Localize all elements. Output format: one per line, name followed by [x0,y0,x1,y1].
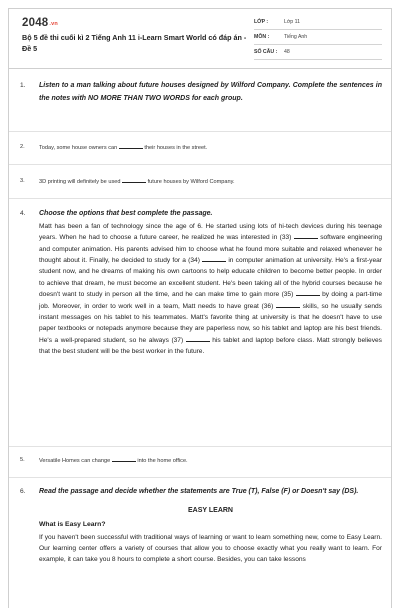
meta-row-count [254,45,382,60]
question-text-before: Versatile Homes can change [39,458,111,464]
question-divider [9,198,391,199]
question-text [39,142,382,154]
question-instruction: Read the passage and decide whether the statements are True (T), False (F) or Doesn't say (DS). [39,488,359,495]
meta-row-class [254,15,382,30]
passage-subtitle: What is Easy Learn? [39,521,106,529]
question-divider [9,164,391,165]
meta-key: SỐ CÂU : [254,49,278,55]
question-6 [20,486,382,566]
question-text-after: future houses by Wilford Company. [147,179,235,185]
question-1 [20,80,382,106]
question-3 [20,176,382,188]
question-text [39,176,382,188]
question-4 [20,208,382,358]
header-divider [9,68,391,69]
question-divider [9,446,391,447]
meta-value: Tiếng Anh [284,34,308,40]
question-text-after: their houses in the street. [144,145,208,151]
question-number: 1. [20,82,26,89]
answer-blank-37[interactable] [186,335,210,342]
question-body [39,208,382,358]
passage-text: If you haven't been successful with traditional ways of learning or want to learn something new, come to Easy Learn. Our learning center offers a variety of courses that allow you to choose exactly what you really want to learn. For example, it can take you 8 hours to complete a short course. Besides, you can take lessons [39,533,382,564]
question-text-before: 3D printing will definitely be used [39,179,121,185]
question-divider [9,477,391,478]
document-meta [254,15,382,60]
answer-blank[interactable] [119,142,143,149]
answer-blank[interactable] [122,176,146,183]
question-2 [20,142,382,154]
question-text [39,455,382,467]
passage-text: Matt has been a fan of technology since the age of 6. He started using lots of hi-tech devices during his teenage years. When he had to choose a future career, he realized he was interested in (33) software engineering and computer animation. His parents advised him to choose what he found more suitable and relaxed whenever he thought about it. Finally, he decided to study for a (34) in computer animation at university. He's a first-year student now, and he dreams of making his own cartoons to help educate children to become better people. In order to achieve that dream, he must become an excellent student. He's been taking all of the hybrid courses because he doesn't want to study in person all the time, and he can make time to gain more (35) by doing a part-time job. Moreover, in order to work well in a team, Matt needs to have great (36) skills, so he usually sends instant messages on his tablet to his teammates. Matt's favorite thing at university is that he doesn't have to use paper textbooks or notepads anymore because they are paperless now, so his tablet and laptop are his best friends. He's a well-prepared student, so he always (37) his tablet and laptop before class. Matt strongly believes that the best student will be the best worker in the future. [39,222,383,356]
answer-blank-35[interactable] [296,289,320,296]
meta-value: 48 [284,49,290,55]
question-text-after: into the home office. [137,458,188,464]
passage-title: EASY LEARN [188,506,233,514]
meta-key: MÔN : [254,34,270,40]
site-logo[interactable]: 2048.vn [22,17,58,29]
document-title: Bộ 5 đề thi cuối kì 2 Tiếng Anh 11 i-Learn Smart World có đáp án - Đề 5 [22,33,247,53]
question-number: 4. [20,210,26,217]
meta-key: LỚP : [254,19,269,25]
answer-blank-36[interactable] [276,301,300,308]
question-number: 2. [20,144,25,150]
question-number: 6. [20,488,26,495]
answer-blank-33[interactable] [294,232,318,239]
question-5 [20,455,382,467]
question-number: 5. [20,457,25,463]
question-instruction: Listen to a man talking about future houses designed by Wilford Company. Complete the sentences in the notes with NO MORE THAN TWO WORDS for each group. [39,82,382,102]
question-body [39,486,382,566]
meta-row-subject [254,30,382,45]
question-divider [9,131,391,132]
question-number: 3. [20,178,25,184]
answer-blank-34[interactable] [202,255,226,262]
meta-value: Lớp 11 [284,19,300,25]
answer-blank[interactable] [112,455,136,462]
question-text-before: Today, some house owners can [39,145,118,151]
question-instruction: Choose the options that best complete the passage. [39,210,213,217]
